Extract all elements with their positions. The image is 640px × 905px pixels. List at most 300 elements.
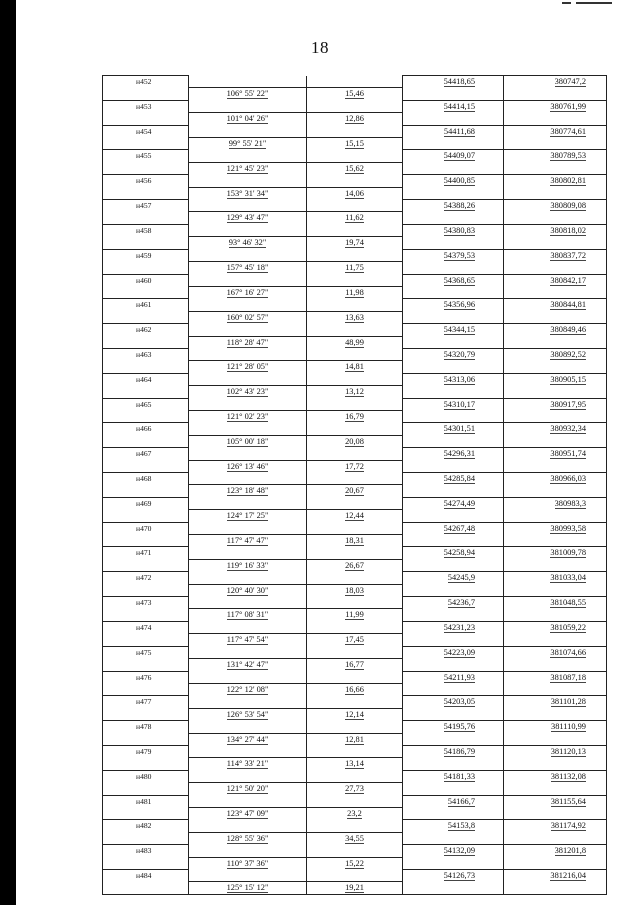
- table-row: [103, 100, 607, 112]
- empty-cell: [103, 832, 189, 844]
- table-row: [103, 286, 607, 298]
- direction-angle: [189, 882, 307, 895]
- coord-x: [403, 696, 504, 708]
- empty-cell: [189, 597, 307, 609]
- coord-x-value: 54186,79: [443, 746, 475, 756]
- empty-cell: [504, 733, 607, 745]
- direction-angle-value: 105° 00' 18": [226, 436, 269, 446]
- empty-cell: [403, 336, 504, 348]
- table-row: [103, 783, 607, 795]
- empty-cell: [103, 857, 189, 869]
- coord-x: [403, 597, 504, 609]
- empty-cell: [189, 473, 307, 485]
- coord-x: [403, 795, 504, 807]
- point-name-value: н470: [136, 523, 152, 533]
- coord-x: [403, 150, 504, 162]
- coord-x: [403, 820, 504, 832]
- empty-cell: [307, 671, 403, 683]
- empty-cell: [403, 113, 504, 125]
- direction-angle-value: 106° 55' 22": [226, 89, 269, 99]
- table-row: [103, 584, 607, 596]
- table-row: [103, 535, 607, 547]
- segment-length: [307, 237, 403, 249]
- coord-y-value: 380761,99: [550, 101, 586, 111]
- empty-cell: [504, 386, 607, 398]
- table-row: [103, 460, 607, 472]
- coord-x-value: 54132,09: [443, 846, 475, 856]
- table-row: [103, 410, 607, 422]
- empty-cell: [103, 187, 189, 199]
- empty-cell: [504, 311, 607, 323]
- segment-length-value: 19,74: [345, 238, 364, 248]
- table-row: [103, 510, 607, 522]
- empty-cell: [504, 559, 607, 571]
- table-row: [103, 76, 607, 88]
- empty-cell: [403, 535, 504, 547]
- segment-length-value: 26,67: [345, 560, 364, 570]
- empty-cell: [403, 882, 504, 895]
- coord-x: [403, 100, 504, 112]
- coord-y: [504, 572, 607, 584]
- table-row: [103, 398, 607, 410]
- coord-x-value: 54231,23: [443, 622, 475, 632]
- point-name-value: н475: [136, 647, 152, 657]
- segment-length: [307, 733, 403, 745]
- coord-x: [403, 770, 504, 782]
- empty-cell: [103, 435, 189, 447]
- point-name-value: н482: [136, 821, 152, 831]
- coord-y: [504, 597, 607, 609]
- empty-cell: [189, 150, 307, 162]
- coord-y: [504, 200, 607, 212]
- direction-angle: [189, 386, 307, 398]
- coord-x: [403, 175, 504, 187]
- point-name: [103, 76, 189, 88]
- point-name-value: н454: [136, 126, 152, 136]
- direction-angle-value: 118° 28' 47": [226, 337, 269, 347]
- empty-cell: [189, 100, 307, 112]
- segment-length-value: 11,62: [345, 213, 364, 223]
- coord-y-value: 381174,92: [550, 821, 586, 831]
- empty-cell: [504, 237, 607, 249]
- coord-x-value: 54310,17: [443, 399, 475, 409]
- segment-length: [307, 88, 403, 100]
- coord-x-value: 54223,09: [443, 647, 475, 657]
- empty-cell: [189, 745, 307, 757]
- point-name: [103, 547, 189, 559]
- point-name: [103, 770, 189, 782]
- segment-length: [307, 857, 403, 869]
- empty-cell: [307, 348, 403, 360]
- direction-angle: [189, 460, 307, 472]
- empty-cell: [307, 100, 403, 112]
- segment-length-value: 17,45: [345, 635, 364, 645]
- point-name-value: н459: [136, 250, 152, 260]
- coord-x: [403, 845, 504, 857]
- direction-angle: [189, 286, 307, 298]
- table-row: [103, 138, 607, 150]
- coord-x: [403, 398, 504, 410]
- point-name-value: н464: [136, 374, 152, 384]
- table-row: [103, 659, 607, 671]
- segment-length: [307, 485, 403, 497]
- direction-angle: [189, 435, 307, 447]
- direction-angle-value: 117° 47' 47": [226, 536, 269, 546]
- coord-x-value: 54368,65: [443, 275, 475, 285]
- scan-mark: [562, 2, 612, 5]
- table-row: [103, 224, 607, 236]
- segment-length-value: 16,66: [345, 684, 364, 694]
- empty-cell: [403, 187, 504, 199]
- segment-length: [307, 783, 403, 795]
- empty-cell: [504, 113, 607, 125]
- table-row: [103, 125, 607, 137]
- segment-length-value: 13,14: [345, 759, 364, 769]
- coord-y-value: 380789,53: [550, 151, 586, 161]
- table-row: [103, 621, 607, 633]
- direction-angle: [189, 262, 307, 274]
- direction-angle: [189, 832, 307, 844]
- table-row: [103, 200, 607, 212]
- direction-angle-value: 131° 42' 47": [226, 660, 269, 670]
- segment-length: [307, 361, 403, 373]
- table-row: [103, 274, 607, 286]
- empty-cell: [504, 460, 607, 472]
- coord-y-value: 380917,95: [550, 399, 586, 409]
- direction-angle-value: 153° 31' 34": [226, 188, 269, 198]
- table-row: [103, 187, 607, 199]
- empty-cell: [307, 125, 403, 137]
- coord-x: [403, 497, 504, 509]
- empty-cell: [103, 311, 189, 323]
- point-name-value: н484: [136, 871, 152, 880]
- point-name: [103, 522, 189, 534]
- direction-angle: [189, 237, 307, 249]
- coord-y-value: 380983,3: [554, 498, 586, 508]
- coord-y: [504, 473, 607, 485]
- empty-cell: [307, 621, 403, 633]
- empty-cell: [504, 758, 607, 770]
- coord-y-value: 380905,15: [550, 374, 586, 384]
- empty-cell: [103, 882, 189, 895]
- empty-cell: [504, 361, 607, 373]
- coord-y: [504, 224, 607, 236]
- segment-length-value: 11,98: [345, 287, 364, 297]
- table-row: [103, 150, 607, 162]
- direction-angle-value: 122° 12' 08": [226, 684, 269, 694]
- point-name-value: н474: [136, 622, 152, 632]
- coord-y: [504, 696, 607, 708]
- point-name-value: н473: [136, 598, 152, 608]
- empty-cell: [307, 324, 403, 336]
- empty-cell: [307, 845, 403, 857]
- coord-y-value: 381155,64: [550, 796, 586, 806]
- empty-cell: [504, 262, 607, 274]
- empty-cell: [189, 76, 307, 88]
- empty-cell: [189, 845, 307, 857]
- segment-length: [307, 659, 403, 671]
- coord-x-value: 54409,07: [443, 151, 475, 161]
- empty-cell: [307, 597, 403, 609]
- empty-cell: [189, 348, 307, 360]
- direction-angle-value: 114° 33' 21": [226, 759, 269, 769]
- segment-length-value: 17,72: [345, 461, 364, 471]
- direction-angle-value: 124° 17' 25": [226, 511, 269, 521]
- empty-cell: [103, 361, 189, 373]
- coord-y: [504, 398, 607, 410]
- coord-x: [403, 547, 504, 559]
- direction-angle-value: 126° 13' 46": [226, 461, 269, 471]
- coord-x-value: 54400,85: [443, 176, 475, 186]
- coord-x-value: 54411,68: [443, 126, 475, 136]
- direction-angle-value: 128° 55' 36": [226, 833, 269, 843]
- coord-y-value: 381009,78: [550, 548, 586, 558]
- table-row: [103, 336, 607, 348]
- coord-x: [403, 621, 504, 633]
- point-name: [103, 721, 189, 733]
- segment-length: [307, 187, 403, 199]
- table-row: [103, 559, 607, 571]
- point-name-value: н472: [136, 573, 152, 583]
- coord-y-value: 380747,2: [554, 77, 586, 86]
- direction-angle: [189, 559, 307, 571]
- empty-cell: [403, 758, 504, 770]
- empty-cell: [103, 584, 189, 596]
- point-name-value: н466: [136, 424, 152, 434]
- coord-x-value: 54211,93: [443, 672, 475, 682]
- empty-cell: [307, 373, 403, 385]
- direction-angle: [189, 336, 307, 348]
- empty-cell: [504, 410, 607, 422]
- coord-y: [504, 770, 607, 782]
- coord-x: [403, 373, 504, 385]
- empty-cell: [103, 683, 189, 695]
- segment-length-value: 13,12: [345, 387, 364, 397]
- segment-length-value: 20,67: [345, 486, 364, 496]
- empty-cell: [189, 547, 307, 559]
- segment-length: [307, 336, 403, 348]
- empty-cell: [403, 733, 504, 745]
- direction-angle-value: 123° 47' 09": [226, 808, 269, 818]
- coord-x: [403, 125, 504, 137]
- empty-cell: [189, 621, 307, 633]
- empty-cell: [504, 807, 607, 819]
- coord-x-value: 54285,84: [443, 474, 475, 483]
- point-name: [103, 348, 189, 360]
- empty-cell: [307, 522, 403, 534]
- segment-length-value: 27,73: [345, 784, 364, 794]
- coord-y: [504, 423, 607, 435]
- coord-x: [403, 423, 504, 435]
- empty-cell: [504, 659, 607, 671]
- coord-x-value: 54414,15: [443, 101, 475, 111]
- direction-angle: [189, 634, 307, 646]
- empty-cell: [403, 311, 504, 323]
- empty-cell: [403, 237, 504, 249]
- coordinate-table: [102, 75, 606, 893]
- table-row: [103, 324, 607, 336]
- empty-cell: [504, 212, 607, 224]
- point-name-value: н452: [136, 77, 152, 86]
- empty-cell: [189, 398, 307, 410]
- table-row: [103, 745, 607, 757]
- coord-x-value: 54356,96: [443, 300, 475, 310]
- page-number: 18: [311, 38, 329, 57]
- table-row: [103, 572, 607, 584]
- segment-length-value: 12,44: [345, 511, 364, 521]
- segment-length-value: 18,31: [345, 536, 364, 546]
- point-name: [103, 299, 189, 311]
- empty-cell: [403, 138, 504, 150]
- segment-length: [307, 212, 403, 224]
- table-row: [103, 634, 607, 646]
- coord-y: [504, 646, 607, 658]
- empty-cell: [403, 386, 504, 398]
- table-row: [103, 237, 607, 249]
- segment-length: [307, 807, 403, 819]
- point-name-value: н478: [136, 722, 152, 732]
- coord-y: [504, 671, 607, 683]
- empty-cell: [403, 212, 504, 224]
- empty-cell: [189, 870, 307, 882]
- coord-x: [403, 721, 504, 733]
- direction-angle: [189, 212, 307, 224]
- empty-cell: [504, 510, 607, 522]
- segment-length-value: 16,79: [345, 411, 364, 421]
- direction-angle-value: 102° 43' 23": [226, 387, 269, 397]
- direction-angle-value: 121° 50' 20": [226, 784, 269, 794]
- coord-x-value: 54418,65: [443, 77, 475, 86]
- coord-y-value: 381074,66: [550, 647, 586, 657]
- empty-cell: [403, 659, 504, 671]
- scan-edge-bar: [0, 0, 16, 905]
- point-name-value: н457: [136, 201, 152, 211]
- coord-y: [504, 249, 607, 261]
- empty-cell: [307, 547, 403, 559]
- empty-cell: [307, 572, 403, 584]
- coord-y: [504, 497, 607, 509]
- point-name-value: н453: [136, 101, 152, 111]
- direction-angle-value: 110° 37' 36": [226, 858, 269, 868]
- empty-cell: [403, 609, 504, 621]
- empty-cell: [403, 510, 504, 522]
- empty-cell: [189, 299, 307, 311]
- coord-x: [403, 448, 504, 460]
- empty-cell: [307, 646, 403, 658]
- empty-cell: [189, 795, 307, 807]
- segment-length: [307, 708, 403, 720]
- empty-cell: [103, 708, 189, 720]
- coord-x-value: 54181,33: [443, 771, 475, 781]
- table-row: [103, 733, 607, 745]
- segment-length: [307, 386, 403, 398]
- segment-length-value: 11,75: [345, 263, 364, 273]
- empty-cell: [189, 572, 307, 584]
- direction-angle: [189, 683, 307, 695]
- segment-length: [307, 584, 403, 596]
- coord-y-value: 381048,55: [550, 598, 586, 608]
- empty-cell: [307, 274, 403, 286]
- direction-angle-value: 119° 16' 33": [226, 560, 269, 570]
- coord-y: [504, 621, 607, 633]
- table-row: [103, 696, 607, 708]
- empty-cell: [189, 274, 307, 286]
- segment-length-value: 19,21: [345, 883, 364, 893]
- direction-angle: [189, 733, 307, 745]
- point-name-value: н462: [136, 325, 152, 335]
- empty-cell: [103, 783, 189, 795]
- empty-cell: [307, 175, 403, 187]
- empty-cell: [307, 497, 403, 509]
- empty-cell: [307, 721, 403, 733]
- empty-cell: [103, 138, 189, 150]
- empty-cell: [189, 448, 307, 460]
- direction-angle: [189, 584, 307, 596]
- coord-y: [504, 274, 607, 286]
- empty-cell: [403, 435, 504, 447]
- segment-length: [307, 634, 403, 646]
- direction-angle-value: 117° 08' 31": [226, 610, 269, 620]
- empty-cell: [403, 708, 504, 720]
- segment-length: [307, 311, 403, 323]
- coord-x-value: 54126,73: [443, 871, 475, 880]
- point-name-value: н476: [136, 672, 152, 682]
- empty-cell: [189, 324, 307, 336]
- point-name: [103, 597, 189, 609]
- empty-cell: [403, 559, 504, 571]
- empty-cell: [189, 671, 307, 683]
- direction-angle-value: 125° 15' 12": [226, 883, 269, 893]
- coord-x: [403, 200, 504, 212]
- empty-cell: [504, 535, 607, 547]
- point-name-value: н465: [136, 399, 152, 409]
- point-name-value: н469: [136, 498, 152, 508]
- coord-y-value: 381059,22: [550, 622, 586, 632]
- empty-cell: [307, 870, 403, 882]
- coord-x-value: 54380,83: [443, 225, 475, 235]
- point-name: [103, 845, 189, 857]
- point-name-value: н460: [136, 275, 152, 285]
- coord-y-value: 381087,18: [550, 672, 586, 682]
- table-row: [103, 807, 607, 819]
- point-name-value: н463: [136, 349, 152, 359]
- empty-cell: [103, 659, 189, 671]
- empty-cell: [103, 113, 189, 125]
- coord-y-value: 380993,58: [550, 523, 586, 533]
- point-name: [103, 324, 189, 336]
- point-name-value: н479: [136, 746, 152, 756]
- direction-angle: [189, 535, 307, 547]
- segment-length-value: 11,99: [345, 610, 364, 620]
- table-row: [103, 212, 607, 224]
- direction-angle-value: 123° 18' 48": [226, 486, 269, 496]
- point-name: [103, 200, 189, 212]
- table-row: [103, 175, 607, 187]
- empty-cell: [307, 249, 403, 261]
- direction-angle: [189, 311, 307, 323]
- coord-y: [504, 175, 607, 187]
- point-name-value: н483: [136, 846, 152, 856]
- direction-angle-value: 134° 27' 44": [226, 734, 269, 744]
- table-row: [103, 832, 607, 844]
- coord-x-value: 54245,9: [447, 573, 475, 583]
- empty-cell: [504, 683, 607, 695]
- segment-length: [307, 832, 403, 844]
- empty-cell: [307, 795, 403, 807]
- empty-cell: [504, 634, 607, 646]
- empty-cell: [189, 820, 307, 832]
- direction-angle: [189, 113, 307, 125]
